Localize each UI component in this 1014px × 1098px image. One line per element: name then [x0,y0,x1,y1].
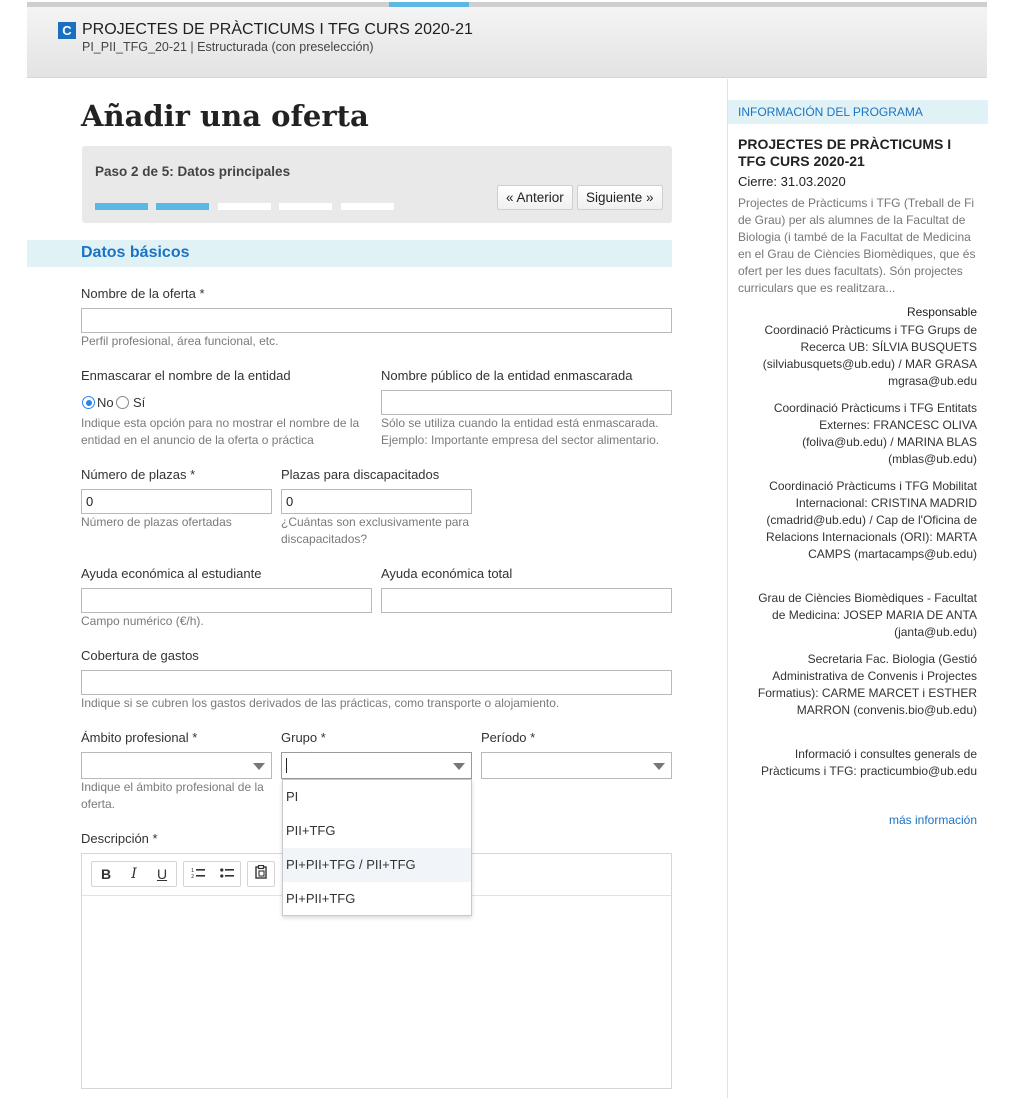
program-subtitle: PI_PII_TFG_20-21 | Estructurada (con preselección) [82,40,374,54]
mask-yes-label[interactable]: Sí [133,395,146,410]
chevron-down-icon [253,763,265,770]
num-places-input[interactable]: 0 [81,489,272,514]
num-places-label: Número de plazas * [81,467,196,482]
step-label: Paso 2 de 5: Datos principales [95,164,291,179]
group-label: Grupo * [281,730,326,745]
page-title: Añadir una oferta [81,99,369,133]
next-button[interactable]: Siguiente » [577,185,663,210]
num-places-hint: Número de plazas ofertadas [81,515,232,529]
sidebar-program-title: PROJECTES DE PRÀCTICUMS I TFG CURS 2020-21 [738,136,952,169]
paste-icon[interactable] [248,862,274,886]
mask-no-radio[interactable] [82,396,95,409]
professional-scope-hint: Indique el ámbito profesional de la oferta. [81,780,264,811]
unordered-list-icon[interactable] [213,862,241,886]
step-bar-2 [156,203,209,210]
contact-block: Secretaria Fac. Biologia (Gestió Administrativa de Convenis i Projectes Formatius): CARME MARCET i ESTHER MARRON (convenis.bio@ub.edu) [757,652,977,717]
sidebar-heading: INFORMACIÓN DEL PROGRAMA [738,105,923,119]
contact-block: Grau de Ciències Biomèdiques - Facultat de Medicina: JOSEP MARIA DE ANTA (janta@ub.edu) [758,591,977,639]
period-label: Período * [481,730,536,745]
mask-entity-label: Enmascarar el nombre de la entidad [81,368,291,383]
total-aid-input[interactable] [381,588,672,613]
program-header [27,7,987,78]
step-bar-4 [279,203,332,210]
group-select[interactable] [281,752,472,779]
sidebar-header [728,100,988,124]
disabled-places-label: Plazas para discapacitados [281,467,440,482]
mask-no-label[interactable]: No [97,395,114,410]
program-info-sidebar [727,79,987,1098]
group-option[interactable]: PI+PII+TFG / PII+TFG [283,848,471,882]
step-indicator [82,146,672,223]
offer-name-hint: Perfil profesional, área funcional, etc. [81,334,279,348]
chevron-down-icon [653,763,665,770]
public-name-label: Nombre público de la entidad enmascarada [381,368,633,383]
more-info-link[interactable]: más información [888,813,977,827]
format-group [91,861,177,887]
public-name-input[interactable] [381,390,672,415]
svg-text:2: 2 [191,874,195,879]
expenses-input[interactable] [81,670,672,695]
paste-group [247,861,275,887]
ordered-list-icon[interactable] [184,862,212,886]
mask-yes-radio[interactable] [116,396,129,409]
disabled-places-input[interactable]: 0 [281,489,472,514]
contact-block: Coordinació Pràcticums i TFG Mobilitat Internacional: CRISTINA MADRID (cmadrid@ub.edu) / Cap de l'Oficina de Relacions Internacionals (ORI): MARTA CAMPS (martacamps@ub.edu) [766,479,977,561]
responsible-heading: Responsable [906,305,977,319]
group-dropdown [282,779,472,916]
section-header [27,240,672,267]
professional-scope-select[interactable] [81,752,272,779]
mask-entity-hint: Indique esta opción para no mostrar el nombre de la entidad en el anuncio de la oferta o práctica [81,416,360,447]
description-label: Descripción * [81,831,158,846]
group-option[interactable]: PI [286,789,299,804]
section-title: Datos básicos [81,244,190,261]
chevron-down-icon [453,763,465,770]
previous-button[interactable]: « Anterior [497,185,573,210]
student-aid-hint: Campo numérico (€/h). [81,614,204,628]
italic-icon[interactable]: I [131,866,137,882]
contact-block: Informació i consultes generals de Pràcticums i TFG: practicumbio@ub.edu [760,747,977,778]
contact-block: Coordinació Pràcticums i TFG Entitats Externes: FRANCESC OLIVA (foliva@ub.edu) / MARINA BLAS (mblas@ub.edu) [773,401,977,466]
contact-block: Coordinació Pràcticums i TFG Grups de Recerca UB: SÍLVIA BUSQUETS (silviabusquets@ub.edu) / MAR GRASA mgrasa@ub.edu [762,323,977,388]
student-aid-input[interactable] [81,588,372,613]
group-option[interactable]: PI+PII+TFG [286,891,356,906]
closing-date: Cierre: 31.03.2020 [738,174,846,189]
underline-icon[interactable]: U [156,866,168,882]
program-description: Projectes de Pràcticums i TFG (Treball de Fi de Grau) per als alumnes de la Facultat de Biologia (i també de la Facultat de Medicina en el Grau de Ciències Biomèdiques, que és ofert per les dues facultats). Són projectes curriculars que es realitzara... [738,196,976,295]
app-shell [27,0,987,1098]
main-content [27,79,727,1098]
svg-text:1: 1 [191,868,195,874]
program-title: PROJECTES DE PRÀCTICUMS I TFG CURS 2020-21 [82,21,473,38]
program-logo-icon: C [58,22,76,39]
text-cursor [286,758,287,773]
list-group [183,861,241,887]
student-aid-label: Ayuda económica al estudiante [81,566,262,581]
offer-name-input[interactable] [81,308,672,333]
step-bar-1 [95,203,148,210]
step-bar-5 [341,203,394,210]
period-select[interactable] [481,752,672,779]
bold-icon[interactable]: B [100,866,112,882]
step-bar-3 [218,203,271,210]
total-aid-label: Ayuda económica total [381,566,513,581]
group-option[interactable]: PII+TFG [286,823,336,838]
expenses-hint: Indique si se cubren los gastos derivados de las prácticas, como transporte o alojamiento. [81,696,560,710]
offer-name-label: Nombre de la oferta * [81,286,205,301]
public-name-hint: Sólo se utiliza cuando la entidad está enmascarada. Ejemplo: Importante empresa del sector alimentario. [381,416,660,447]
disabled-places-hint: ¿Cuántas son exclusivamente para discapacitados? [281,515,470,546]
professional-scope-label: Ámbito profesional * [81,730,198,745]
expenses-label: Cobertura de gastos [81,648,199,663]
